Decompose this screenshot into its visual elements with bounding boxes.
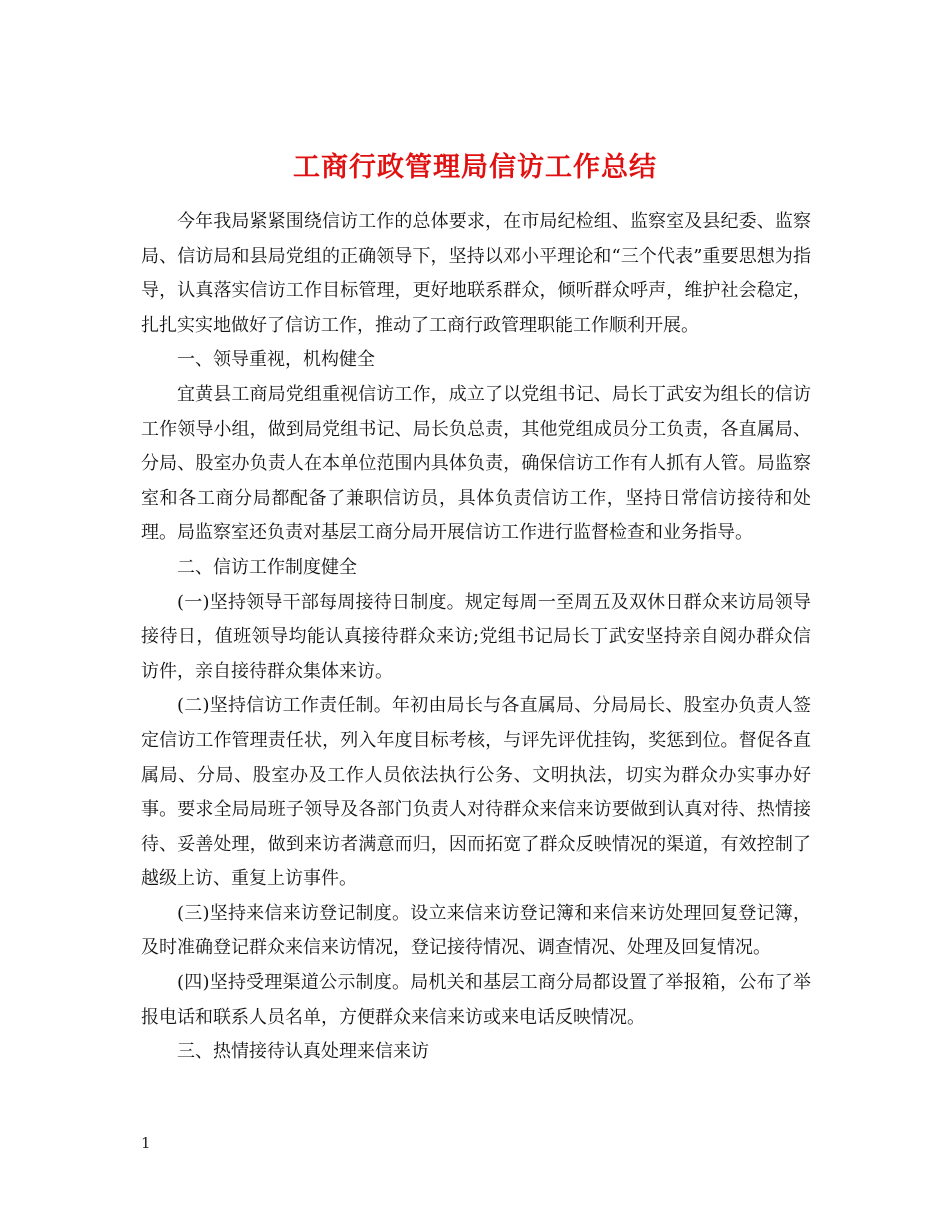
paragraph-item-2: (二)坚持信访工作责任制。年初由局长与各直属局、分局局长、股室办负责人签定信访工作管理责任状，列入年度目标考核，与评先评优挂钩，奖惩到位。督促各直属局、分局、股室办及工作人员依法执行公务、文明执法，切实为群众办实事办好事。要求全局局班子领导及各部门负责人对待群众来信来访要做到认真对待、热情接待、妥善处理，做到来访者满意而归，因而拓宽了群众反映情况的渠道，有效控制了越级上访、重复上访事件。 <box>141 695 811 890</box>
paragraph-item-3: (三)坚持来信来访登记制度。设立来信来访登记簿和来信来访处理回复登记簿，及时准确登记群众来信来访情况，登记接待情况、调查情况、处理及回复情况。 <box>141 902 811 959</box>
paragraph-item-4: (四)坚持受理渠道公示制度。局机关和基层工商分局都设置了举报箱，公布了举报电话和联系人员名单，方便群众来信来访或来电话反映情况。 <box>141 972 811 1028</box>
section-heading-1: 一、领导重视，机构健全 <box>177 349 375 371</box>
paragraph-intro: 今年我局紧紧围绕信访工作的总体要求，在市局纪检组、监察室及县纪委、监察局、信访局和县局党组的正确领导下，坚持以邓小平理论和“三个代表”重要思想为指导，认真落实信访工作目标管理，更好地联系群众，倾听群众呼声，维护社会稳定，扎扎实实地做好了信访工作，推动了工商行政管理职能工作顺利开展。 <box>141 211 811 336</box>
paragraph-section-1: 宜黄县工商局党组重视信访工作，成立了以党组书记、局长丁武安为组长的信访工作领导小组，做到局党组书记、局长负总责，其他党组成员分工负责，各直属局、分局、股室办负责人在本单位范围内具体负责，确保信访工作有人抓有人管。局监察室和各工商分局都配备了兼职信访员，具体负责信访工作，坚持日常信访接待和处理。局监察室还负责对基层工商分局开展信访工作进行监督检查和业务指导。 <box>141 383 811 544</box>
document-title: 工商行政管理局信访工作总结 <box>293 152 657 184</box>
document-body <box>141 205 811 1070</box>
section-heading-2: 二、信访工作制度健全 <box>177 556 357 578</box>
paragraph-item-1: (一)坚持领导干部每周接待日制度。规定每周一至周五及双休日群众来访局领导接待日，值班领导均能认真接待群众来访;党组书记局长丁武安坚持亲自阅办群众信访件，亲自接待群众集体来访。 <box>141 591 811 682</box>
section-heading-3: 三、热情接待认真处理来信来访 <box>177 1041 429 1063</box>
page-number: 1 <box>141 1134 151 1152</box>
